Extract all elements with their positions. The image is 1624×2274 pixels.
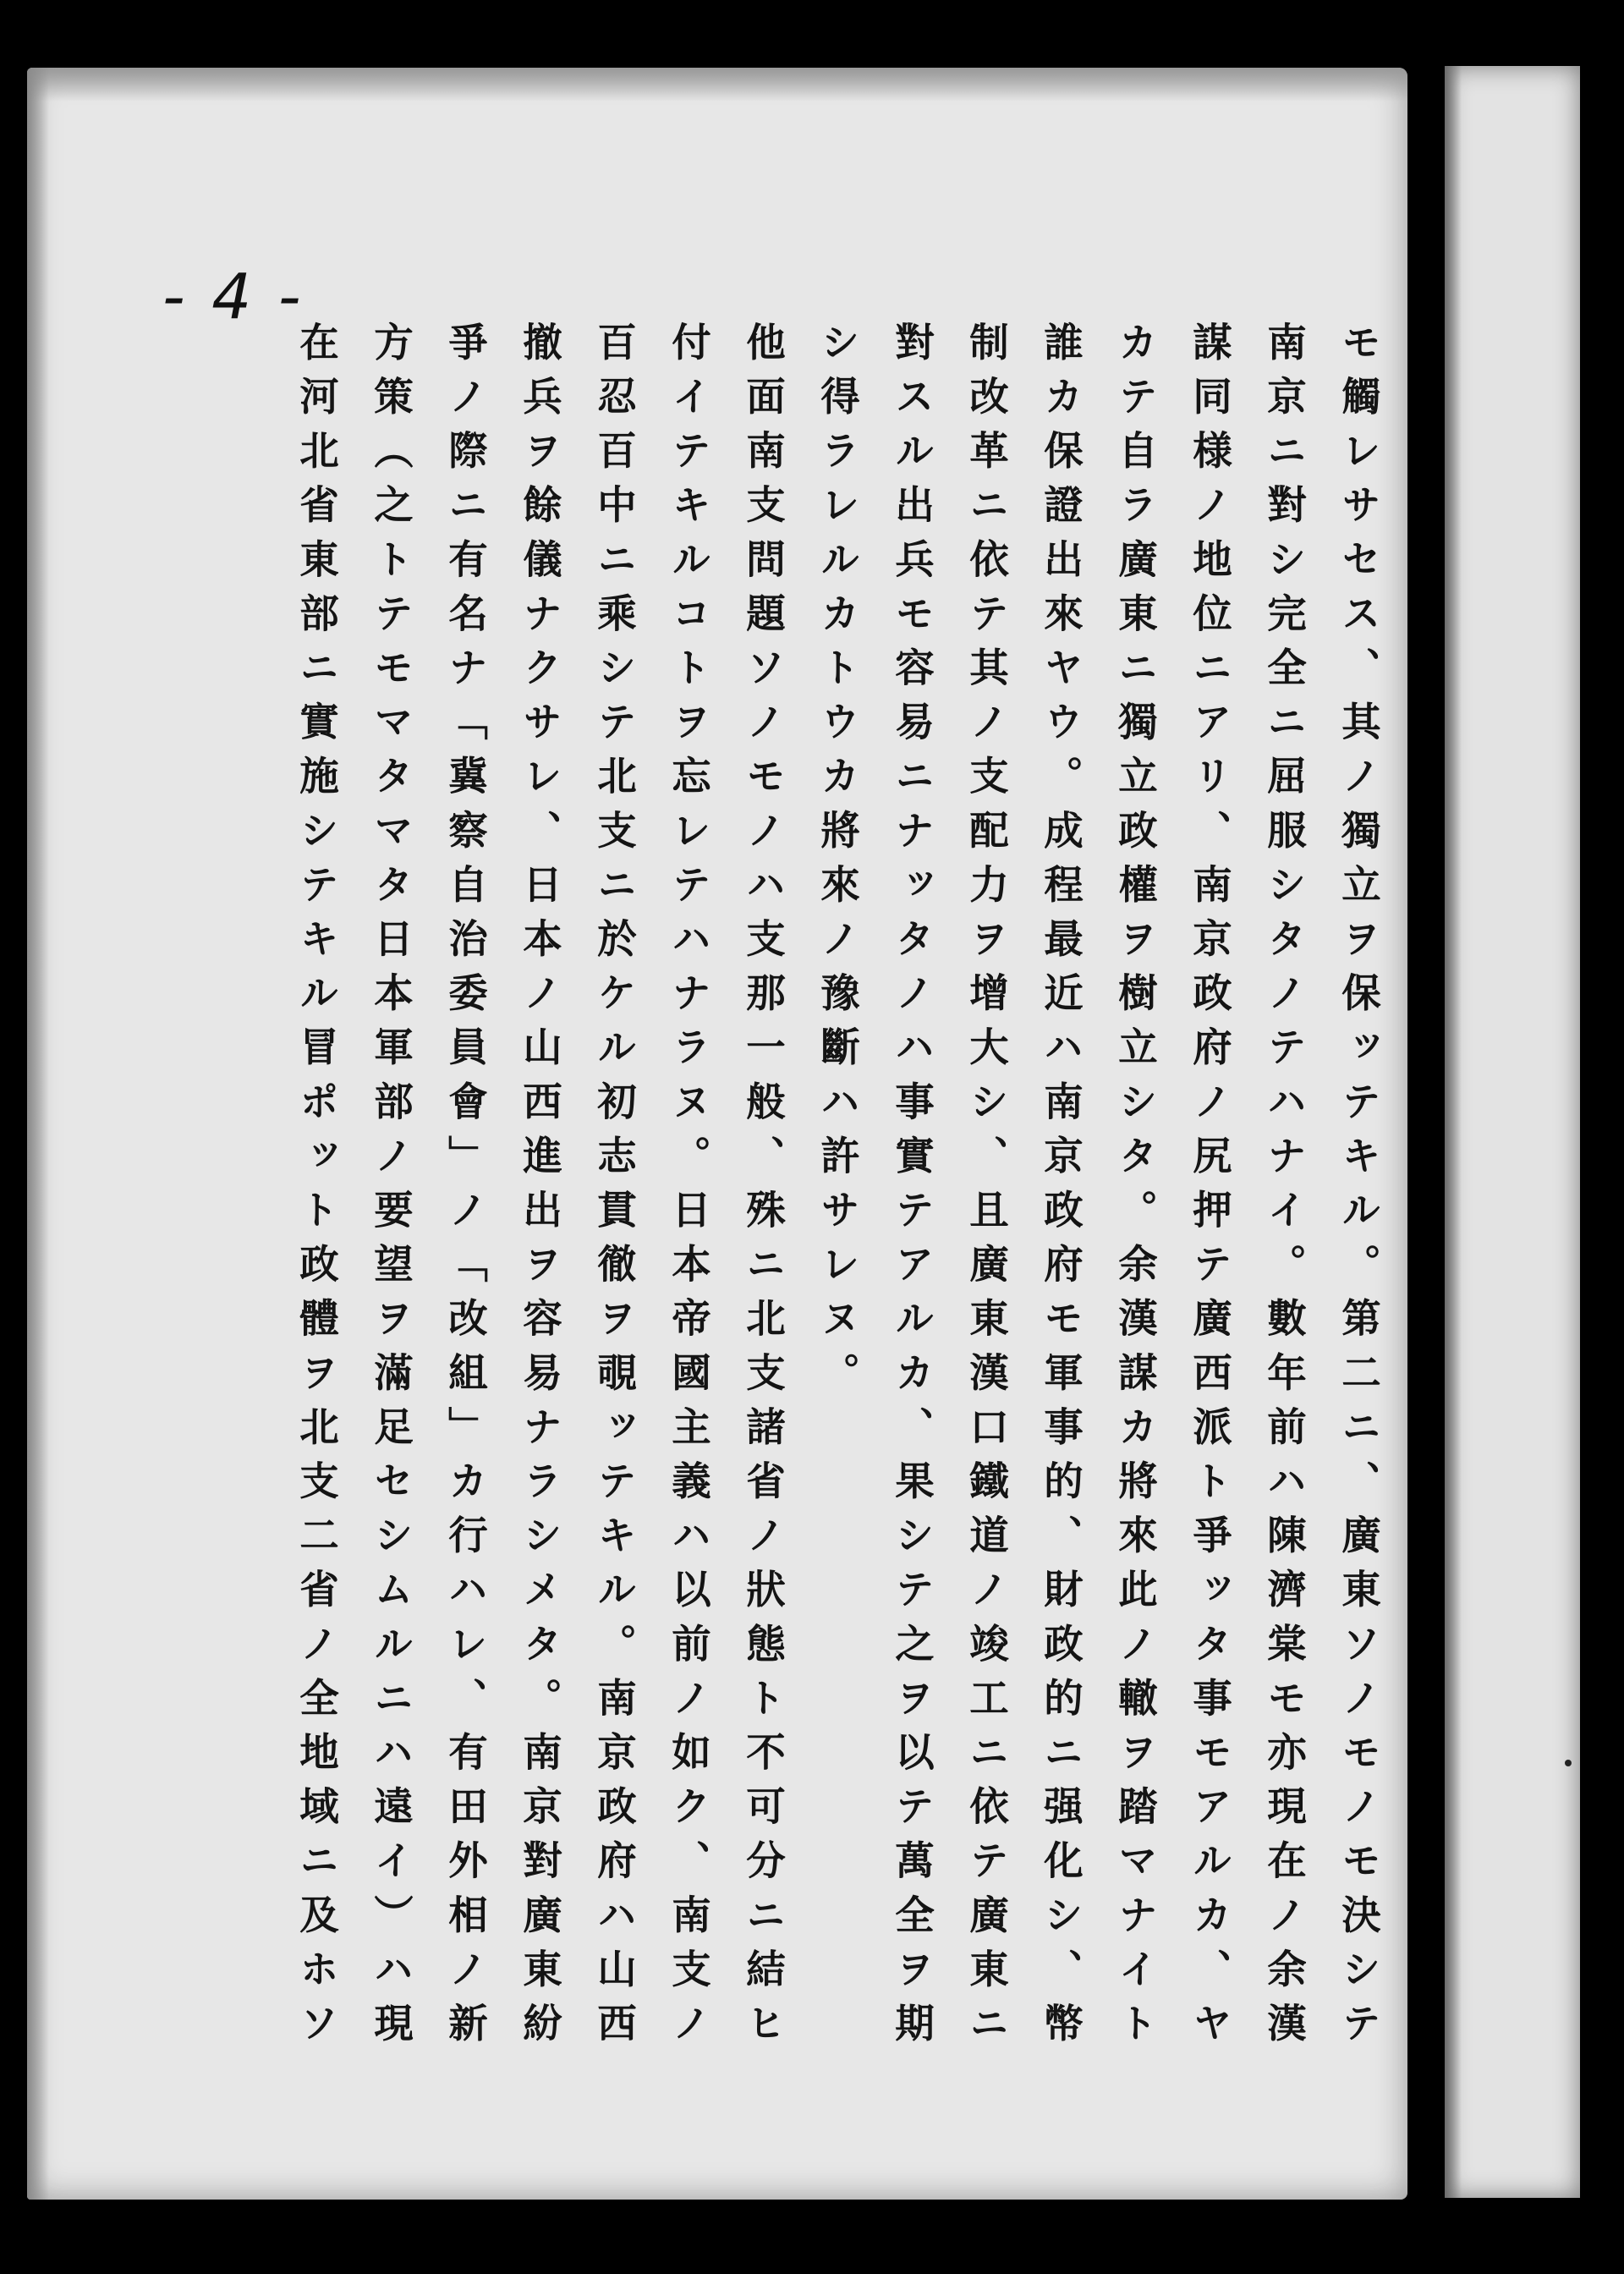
page-number: - 4 - <box>162 261 304 333</box>
text-column: シ得ラレルカトウカ將來ノ豫斷ハ許サレヌ。 <box>815 321 861 1406</box>
text-column: 誰カ保證出來ヤウ。成程最近ハ南京政府モ軍事的、財政的ニ强化シ、幣 <box>1038 321 1084 2057</box>
text-column: 對スル出兵モ容易ニナッタノハ事實テアルカ、果シテ之ヲ以テ萬全ヲ期 <box>889 321 935 2057</box>
text-column: 制改革ニ依テ其ノ支配力ヲ增大シ、且廣東漢口鐵道ノ竣工ニ依テ廣東ニ <box>963 321 1010 2057</box>
text-column: 在河北省東部ニ實施シテキル冒ポット政體ヲ北支二省ノ全地域ニ及ホソ <box>294 321 340 2057</box>
text-column: 爭ノ際ニ有名ナ「冀察自治委員會」ノ「改組」カ行ハレ、有田外相ノ新 <box>442 321 489 2057</box>
text-column: 方策（之トテモマタマタ日本軍部ノ要望ヲ滿足セシムルニハ遠イ）ハ現 <box>368 321 414 2057</box>
text-column: 百忍百中ニ乘シテ北支ニ於ケル初志貫徹ヲ覗ッテキル。南京政府ハ山西 <box>591 321 638 2057</box>
adjacent-page-edge <box>1445 66 1580 2198</box>
text-column: 付イテキルコトヲ忘レテハナラヌ。日本帝國主義ハ以前ノ如ク、南支ノ <box>666 321 712 2057</box>
text-column: モ觸レサセス、其ノ獨立ヲ保ッテキル。第二ニ、廣東ソノモノモ決シテ <box>1336 321 1382 2057</box>
text-column: 撤兵ヲ餘儀ナクサレ、日本ノ山西進出ヲ容易ナラシメタ。南京對廣東紛 <box>517 321 563 2057</box>
document-page <box>27 68 1407 2200</box>
text-column: 謀同様ノ地位ニアリ、南京政府ノ尻押テ廣西派ト爭ッタ事モアルカ、ヤ <box>1187 321 1233 2057</box>
text-body <box>243 321 1385 2106</box>
text-column: 南京ニ對シ完全ニ屈服シタノテハナイ。數年前ハ陳濟棠モ亦現在ノ余漢 <box>1261 321 1308 2057</box>
paper-speck <box>1565 1760 1572 1766</box>
text-column: カテ自ラ廣東ニ獨立政權ヲ樹立シタ。余漢謀カ將來此ノ轍ヲ踏マナイト <box>1112 321 1159 2057</box>
text-column: 他面南支問題ソノモノハ支那一般、殊ニ北支諸省ノ狀態ト不可分ニ結ヒ <box>740 321 787 2057</box>
